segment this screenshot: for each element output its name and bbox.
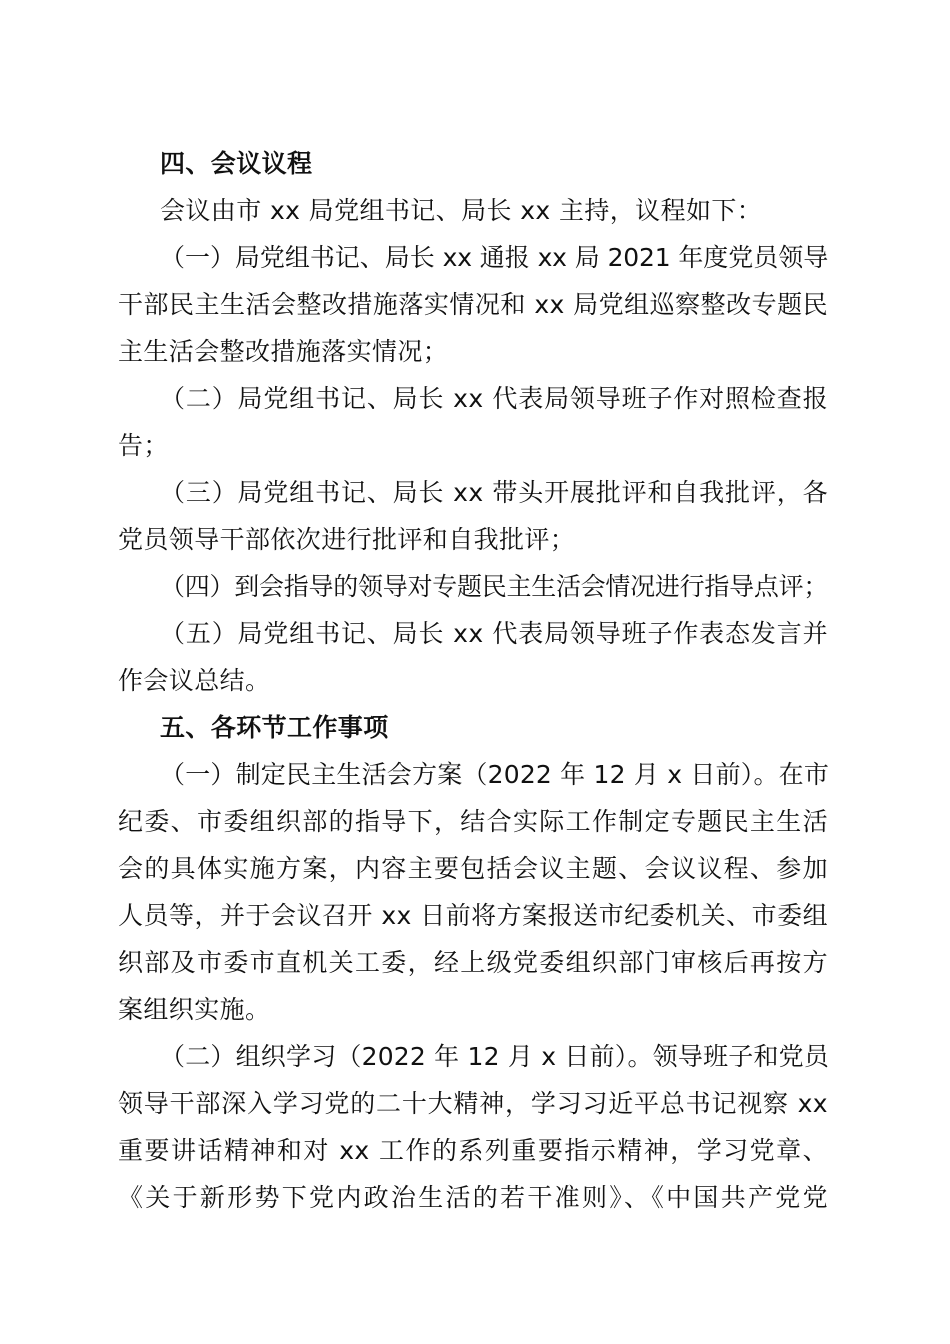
text-line: 人员等，并于会议召开 xx 日前将方案报送市纪委机关、市委组 xyxy=(118,901,828,930)
text-line: （三）局党组书记、局长 xx 带头开展批评和自我批评，各 xyxy=(160,478,828,507)
text-line: （二）组织学习（2022 年 12 月 x 日前）。领导班子和党员 xyxy=(160,1042,830,1071)
text-line: 主生活会整改措施落实情况； xyxy=(118,337,449,366)
document-body xyxy=(118,140,828,1221)
text-line: 会的具体实施方案，内容主要包括会议主题、会议议程、参加 xyxy=(118,854,828,883)
text-line: 领导干部深入学习党的二十大精神，学习习近平总书记视察 xx xyxy=(118,1089,828,1118)
text-line: 重要讲话精神和对 xx 工作的系列重要指示精神，学习党章、 xyxy=(118,1136,828,1165)
text-line: 《关于新形势下党内政治生活的若干准则》、《中国共产党党 xyxy=(118,1183,828,1212)
section-heading: 四、会议议程 xyxy=(160,149,313,178)
text-line: 织部及市委市直机关工委，经上级党委组织部门审核后再按方 xyxy=(118,948,828,977)
text-line: 干部民主生活会整改措施落实情况和 xx 局党组巡察整改专题民 xyxy=(118,290,828,319)
text-line: 案组织实施。 xyxy=(118,995,271,1024)
text-line: （五）局党组书记、局长 xx 代表局领导班子作表态发言并 xyxy=(160,619,828,648)
text-line: （四）到会指导的领导对专题民主生活会情况进行指导点评； xyxy=(160,572,828,601)
text-line: （一）局党组书记、局长 xx 通报 xx 局 2021 年度党员领导 xyxy=(160,243,828,272)
text-line: 作会议总结。 xyxy=(118,666,271,695)
text-line: 告； xyxy=(118,431,169,460)
text-line: 党员领导干部依次进行批评和自我批评； xyxy=(118,525,576,554)
text-line: （二）局党组书记、局长 xx 代表局领导班子作对照检查报 xyxy=(160,384,828,413)
text-line: 纪委、市委组织部的指导下，结合实际工作制定专题民主生活 xyxy=(118,807,828,836)
section-heading: 五、各环节工作事项 xyxy=(160,713,389,742)
text-line: 会议由市 xx 局党组书记、局长 xx 主持，议程如下： xyxy=(160,196,763,225)
text-line: （一）制定民主生活会方案（2022 年 12 月 x 日前）。在市 xyxy=(160,760,830,789)
